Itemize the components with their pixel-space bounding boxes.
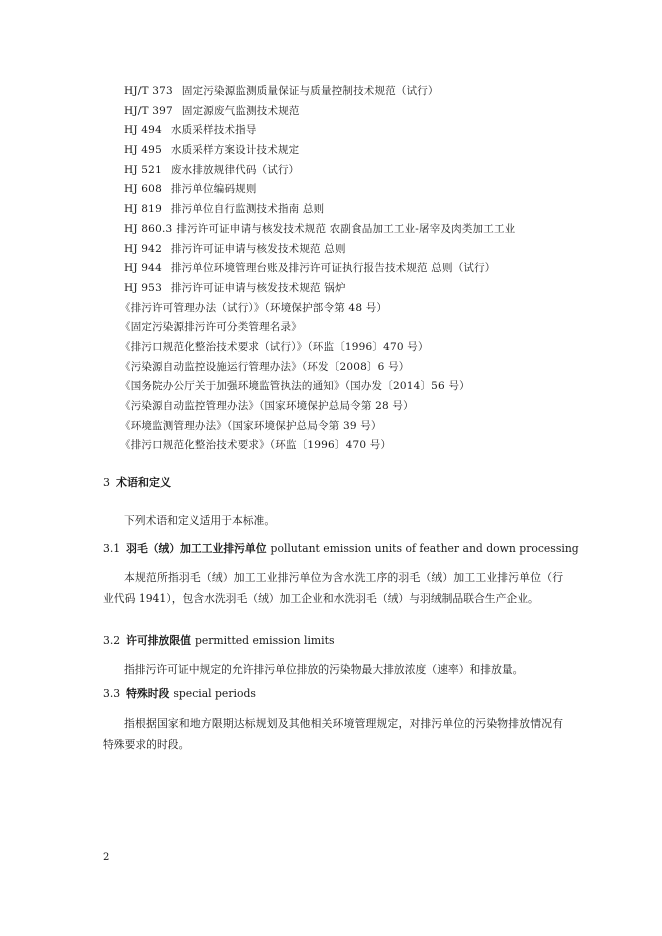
reference-title: 排污单位编码规则 xyxy=(170,183,257,196)
reference-code: HJ/T 373 xyxy=(124,85,173,97)
term-chinese: 特殊时段 xyxy=(126,687,170,700)
reference-code: HJ 953 xyxy=(124,281,162,294)
reference-item xyxy=(124,200,594,220)
regulation-document-item: 《国务院办公厅关于加强环境监管执法的通知》（国办发〔2014〕56 号） xyxy=(120,380,470,393)
reference-item xyxy=(124,141,594,161)
term-definition-3-3: 指根据国家和地方限期达标规划及其他相关环境管理规定，对排污单位的污染物排放情况有特殊要求的时段。 xyxy=(103,717,563,751)
normative-references-list xyxy=(120,82,594,456)
section-number: 3 xyxy=(103,476,110,489)
reference-item xyxy=(124,121,594,141)
section-intro: 下列术语和定义适用于本标准。 xyxy=(124,514,276,527)
reference-item xyxy=(124,161,594,181)
reference-code: HJ 521 xyxy=(124,163,162,176)
regulation-document-item: 《污染源自动监控设施运行管理办法》（环发〔2008〕6 号） xyxy=(120,360,410,373)
term-english: permitted emission limits xyxy=(194,634,335,647)
page-number: 2 xyxy=(103,852,110,863)
regulation-document-item: 《排污口规范化整治技术要求（试行）》（环监〔1996〕470 号） xyxy=(120,340,429,353)
reference-item xyxy=(124,220,594,240)
regulation-document-item: 《环境监测管理办法》（国家环境保护总局令第 39 号） xyxy=(120,419,382,432)
reference-item xyxy=(124,279,594,299)
reference-title: 排污许可证申请与核发技术规范 农副食品加工工业-屠宰及肉类加工工业 xyxy=(176,222,516,235)
regulation-document-item: 《固定污染源排污许可分类管理名录》 xyxy=(120,321,302,334)
term-english: special periods xyxy=(173,687,256,700)
term-number: 3.3 xyxy=(103,687,121,700)
reference-item xyxy=(124,259,594,279)
term-definition-3-1: 本规范所指羽毛（绒）加工工业排污单位为含水洗工序的羽毛（绒）加工工业排污单位（行业代码 1941），包含水洗羽毛（绒）加工企业和水洗羽毛（绒）与羽绒制品联合生产企业。 xyxy=(103,571,563,605)
term-english: pollutant emission units of feather and down processing xyxy=(270,542,579,555)
reference-code: HJ 944 xyxy=(124,262,162,275)
reference-title: 排污单位环境管理台账及排污许可证执行报告技术规范 总则（试行） xyxy=(170,262,496,275)
reference-code: HJ 942 xyxy=(124,242,162,255)
regulation-document-item: 《污染源自动监控管理办法》（国家环境保护总局令第 28 号） xyxy=(120,400,414,412)
reference-title: 排污单位自行监测技术指南 总则 xyxy=(170,203,325,216)
reference-item xyxy=(124,180,594,200)
reference-item xyxy=(124,102,594,122)
term-heading-3-1 xyxy=(103,539,579,559)
section-heading xyxy=(103,473,171,493)
reference-code: HJ 819 xyxy=(124,203,162,216)
term-definition-3-2: 指排污许可证中规定的允许排污单位排放的污染物最大排放浓度（速率）和排放量。 xyxy=(124,663,524,676)
regulation-document-item: 《排污许可管理办法（试行）》（环境保护部令第 48 号） xyxy=(120,301,388,314)
regulation-document-item: 《排污口规范化整治技术要求》（环监〔1996〕470 号） xyxy=(120,439,392,452)
term-number: 3.2 xyxy=(103,634,121,647)
term-chinese: 羽毛（绒）加工工业排污单位 xyxy=(126,542,267,555)
reference-item xyxy=(124,240,594,260)
reference-title: 排污许可证申请与核发技术规范 总则 xyxy=(170,242,346,255)
term-number: 3.1 xyxy=(103,542,121,555)
reference-code: HJ 608 xyxy=(124,183,162,196)
reference-item xyxy=(124,82,594,102)
reference-code: HJ 494 xyxy=(124,124,162,137)
reference-title: 水质采样方案设计技术规定 xyxy=(170,144,300,157)
reference-title: 水质采样技术指导 xyxy=(170,124,257,137)
term-heading-3-2 xyxy=(103,631,335,651)
reference-code: HJ/T 397 xyxy=(124,104,173,117)
reference-code: HJ 495 xyxy=(124,144,162,157)
term-chinese: 许可排放限值 xyxy=(126,634,191,647)
reference-title: 废水排放规律代码（试行） xyxy=(170,163,300,176)
reference-title: 固定源废气监测技术规范 xyxy=(181,104,300,117)
term-heading-3-3 xyxy=(103,684,256,704)
section-title: 术语和定义 xyxy=(116,476,171,489)
reference-title: 排污许可证申请与核发技术规范 锅炉 xyxy=(170,281,346,294)
reference-code: HJ 860.3 xyxy=(124,222,173,235)
reference-title: 固定污染源监测质量保证与质量控制技术规范（试行） xyxy=(181,85,439,97)
